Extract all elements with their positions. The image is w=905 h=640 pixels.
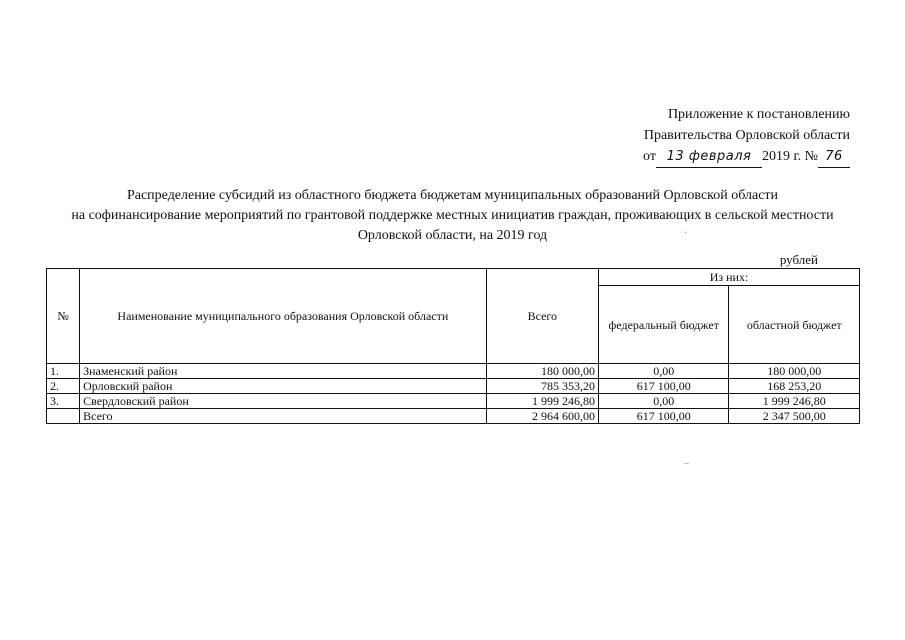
cell-total-regional: 2 347 500,00 xyxy=(729,409,860,424)
header-name: Наименование муниципального образования Орловской области xyxy=(80,269,487,364)
cell-regional: 1 999 246,80 xyxy=(729,394,860,409)
cell-total-label: Всего xyxy=(80,409,487,424)
cell-name: Знаменский район xyxy=(80,364,487,379)
units-label: рублей xyxy=(779,252,818,267)
table-row xyxy=(47,379,860,394)
header-total: Всего xyxy=(486,269,598,364)
handwritten-date: 13 февраля xyxy=(656,146,762,168)
cell-regional: 168 253,20 xyxy=(729,379,860,394)
cell-no: 3. xyxy=(47,394,80,409)
title-line-1: Распределение субсидий из областного бюджета бюджетам муниципальных образований Орловской области xyxy=(126,188,779,203)
title-line-2: на софинансирование мероприятий по грантовой поддержке местных инициатив граждан, проживающих в сельской местности xyxy=(71,208,834,223)
annex-line-1: Приложение к постановлению xyxy=(667,107,850,122)
cell-no: 1. xyxy=(47,364,80,379)
annex-line-2: Правительства Орловской области xyxy=(643,128,850,143)
annex-block xyxy=(560,104,850,168)
title-line-3: Орловской области, на 2019 год xyxy=(357,228,548,243)
handwritten-number: 76 xyxy=(818,146,850,168)
annex-date-line xyxy=(560,146,850,168)
cell-federal: 0,00 xyxy=(599,364,729,379)
subsidy-table xyxy=(46,268,860,424)
cell-total: 1 999 246,80 xyxy=(486,394,598,409)
document-title xyxy=(0,186,905,246)
cell-total-federal: 617 100,00 xyxy=(599,409,729,424)
header-federal: федеральный бюджет xyxy=(599,286,729,364)
scan-speck: · xyxy=(684,228,688,239)
table-row xyxy=(47,394,860,409)
cell-name: Орловский район xyxy=(80,379,487,394)
cell-grand-total: 2 964 600,00 xyxy=(486,409,598,424)
cell-no: 2. xyxy=(47,379,80,394)
cell-name: Свердловский район xyxy=(80,394,487,409)
cell-regional: 180 000,00 xyxy=(729,364,860,379)
table-row xyxy=(47,364,860,379)
total-row xyxy=(47,409,860,424)
cell-federal: 617 100,00 xyxy=(599,379,729,394)
cell-federal: 0,00 xyxy=(599,394,729,409)
header-regional: областной бюджет xyxy=(729,286,860,364)
cell-no-empty xyxy=(47,409,80,424)
scan-speck: – xyxy=(684,458,689,469)
cell-total: 180 000,00 xyxy=(486,364,598,379)
header-row-1 xyxy=(47,269,860,286)
header-of-which: Из них: xyxy=(599,269,860,286)
annex-year-text: 2019 г. № xyxy=(761,149,818,164)
header-no: № xyxy=(47,269,80,364)
cell-total: 785 353,20 xyxy=(486,379,598,394)
annex-from-prefix: от xyxy=(643,149,656,164)
